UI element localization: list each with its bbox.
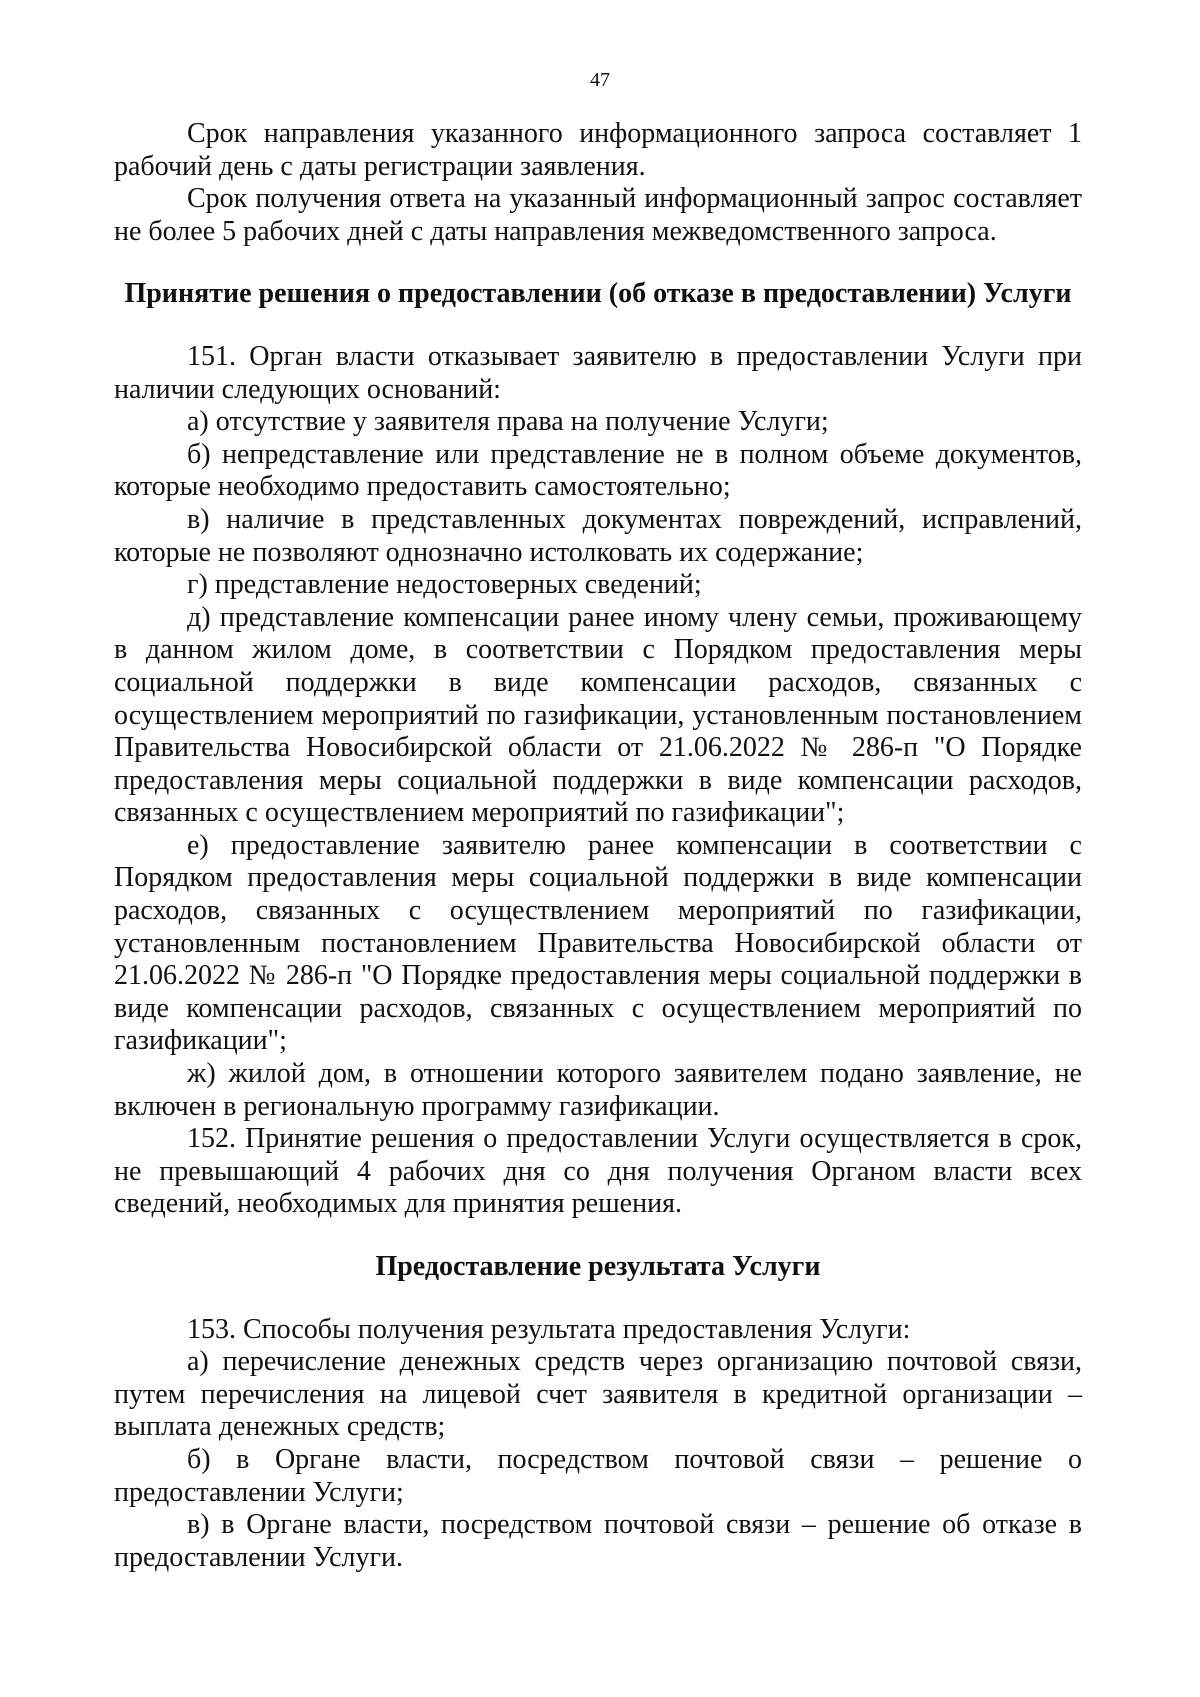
list-item: б) непредставление или представление не в полном объеме документов, которые необходимо предоставить самостоятельно; <box>114 438 1082 503</box>
list-item: а) перечисление денежных средств через организацию почтовой связи, путем перечисления на лицевой счет заявителя в кредитной организации – выплата денежных средств; <box>114 1346 1082 1443</box>
paragraph: 153. Способы получения результата предоставления Услуги: <box>187 1313 911 1345</box>
paragraph: 151. Орган власти отказывает заявителю в предоставлении Услуги при наличии следующих оснований: <box>114 340 1082 405</box>
list-item: е) предоставление заявителю ранее компенсации в соответствии с Порядком предоставления меры социальной поддержки в виде компенсации расходов, связанных с осуществлением мероприятий по газификации, установленным постановлением Правительства Новосибирской области от 21.06.2022 № 286-п "О Порядке предоставления меры социальной поддержки в виде компенсации расходов, связанных с осуществлением мероприятий по газификации"; <box>114 829 1082 1057</box>
list-item: г) представление недостоверных сведений; <box>187 569 702 601</box>
list-item: б) в Органе власти, посредством почтовой связи – решение о предоставлении Услуги; <box>114 1443 1082 1508</box>
document-body <box>114 118 1082 1574</box>
page-number: 47 <box>590 69 610 91</box>
paragraph: 152. Принятие решения о предоставлении Услуги осуществляется в срок, не превышающий 4 рабочих дня со дня получения Органом власти всех сведений, необходимых для принятия решения. <box>114 1123 1082 1220</box>
list-item: ж) жилой дом, в отношении которого заявителем подано заявление, не включен в региональную программу газификации. <box>114 1058 1082 1122</box>
list-item: а) отсутствие у заявителя права на получение Услуги; <box>187 406 829 438</box>
paragraph: Срок получения ответа на указанный информационный запрос составляет не более 5 рабочих дней с даты направления межведомственного запроса. <box>114 183 1082 247</box>
paragraph: Срок направления указанного информационного запроса составляет 1 рабочий день с даты регистрации заявления. <box>114 118 1082 182</box>
list-item: в) наличие в представленных документах повреждений, исправлений, которые не позволяют однозначно истолковать их содержание; <box>114 503 1082 568</box>
section-heading: Принятие решения о предоставлении (об отказе в предоставлении) Услуги <box>124 278 1072 310</box>
section-heading: Предоставление результата Услуги <box>375 1251 821 1282</box>
list-item: в) в Органе власти, посредством почтовой связи – решение об отказе в предоставлении Услуги. <box>114 1509 1082 1573</box>
list-item: д) представление компенсации ранее иному члену семьи, проживающему в данном жилом доме, в соответствии с Порядком предоставления меры социальной поддержки в виде компенсации расходов, связанных с осуществлением мероприятий по газификации, установленным постановлением Правительства Новосибирской области от 21.06.2022 № 286-п "О Порядке предоставления меры социальной поддержки в виде компенсации расходов, связанных с осуществлением мероприятий по газификации"; <box>114 601 1082 829</box>
